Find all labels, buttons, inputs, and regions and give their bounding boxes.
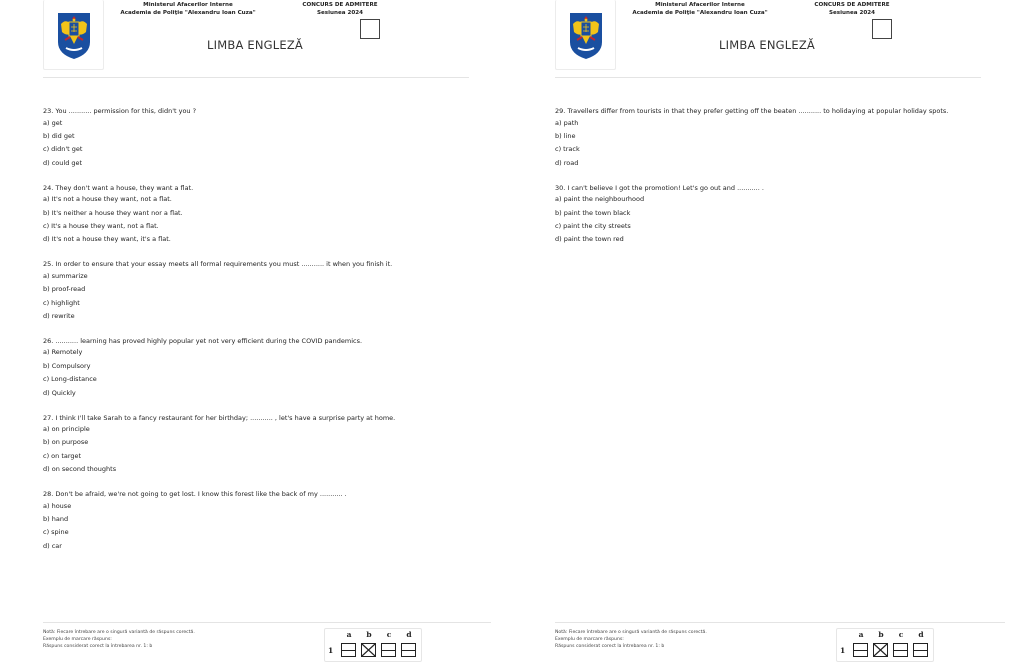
- option-a: a) Remotely: [43, 348, 83, 357]
- example-letter-a: a: [858, 630, 864, 639]
- academy-name: Academia de Poliţie "Alexandru Ioan Cuza": [632, 10, 768, 16]
- option-c: c) It's a house they want, not a flat.: [43, 221, 159, 230]
- answer-box-d-icon: [913, 643, 928, 657]
- coat-of-arms-icon: [568, 10, 604, 60]
- option-d: d) Quickly: [43, 388, 76, 397]
- logo-frame: [555, 0, 616, 70]
- header-divider: [555, 77, 981, 78]
- footer-divider: [43, 622, 491, 623]
- question-29: [555, 107, 985, 170]
- exam-name: CONCURS DE ADMITERE: [814, 2, 890, 8]
- answer-marking-example: [324, 628, 422, 662]
- example-letters: [851, 630, 931, 639]
- option-b: b) proof-read: [43, 285, 86, 294]
- option-b: b) It's neither a house they want nor a flat.: [43, 208, 183, 217]
- option-d: d) on second thoughts: [43, 465, 117, 474]
- example-answer-boxes: [341, 643, 416, 657]
- exam-header: [295, 1, 385, 17]
- option-c: c) highlight: [43, 298, 80, 307]
- example-question-number: 1: [328, 646, 334, 655]
- example-question-number: 1: [840, 646, 846, 655]
- example-answer-boxes: [853, 643, 928, 657]
- answer-box-c-icon: [381, 643, 396, 657]
- exam-page-right: [512, 0, 1024, 663]
- answer-box-d-icon: [401, 643, 416, 657]
- question-24: [43, 184, 473, 247]
- question-text: 29. Travellers differ from tourists in that they prefer getting off the beaten ........... to holidaying at popular holiday spots.: [555, 107, 949, 115]
- question-text: 30. I can't believe I got the promotion! Let's go out and ........... .: [555, 183, 764, 192]
- note-line: Exemplu de marcare răspuns:: [555, 636, 624, 642]
- ministry-name: Ministerul Afacerilor Interne: [655, 2, 745, 8]
- exam-name: CONCURS DE ADMITERE: [302, 2, 378, 8]
- option-b: b) on purpose: [43, 438, 89, 447]
- question-text: 26. ........... learning has proved highly popular yet not very efficient during the COVID pandemics.: [43, 336, 363, 345]
- candidate-code-box: [360, 19, 380, 39]
- answer-box-b-marked-icon: [361, 643, 376, 657]
- option-b: b) paint the town black: [555, 208, 631, 217]
- exam-header: [807, 1, 897, 17]
- answer-box-a-icon: [341, 643, 356, 657]
- option-a: a) on principle: [43, 425, 90, 433]
- answer-box-a-icon: [853, 643, 868, 657]
- footer-note: [555, 630, 707, 650]
- option-a: a) paint the neighbourhood: [555, 195, 645, 204]
- example-letter-d: d: [918, 630, 924, 639]
- option-a: a) get: [43, 118, 63, 127]
- ministry-name: Ministerul Afacerilor Interne: [143, 2, 233, 8]
- option-c: c) Long-distance: [43, 375, 97, 384]
- question-text: 24. They don't want a house, they want a flat.: [43, 183, 194, 192]
- option-a: a) summarize: [43, 271, 88, 280]
- option-b: b) did get: [43, 131, 75, 140]
- option-d: d) car: [43, 541, 62, 550]
- subject-title: LIMBA ENGLEZĂ: [207, 38, 303, 52]
- header-divider: [43, 77, 469, 78]
- ministry-header: [630, 1, 770, 17]
- example-letter-b: b: [878, 630, 884, 639]
- question-25: [43, 260, 473, 323]
- note-line: Exemplu de marcare răspuns:: [43, 636, 112, 642]
- answer-box-c-icon: [893, 643, 908, 657]
- question-26: [43, 337, 473, 400]
- note-line: Răspuns considerat corect la întrebarea nr. 1: b: [555, 643, 665, 649]
- footer-note: [43, 630, 195, 650]
- option-b: b) Compulsory: [43, 361, 91, 370]
- question-23: [43, 107, 473, 170]
- exam-session: Sesiunea 2024: [828, 10, 876, 16]
- question-text: 25. In order to ensure that your essay meets all formal requirements you must ........... it when you finish it.: [43, 260, 393, 269]
- option-b: b) line: [555, 131, 576, 140]
- example-letters: [339, 630, 419, 639]
- option-c: c) didn't get: [43, 145, 83, 154]
- subject-title: LIMBA ENGLEZĂ: [719, 38, 815, 52]
- note-line: Notă: Fiecare întrebare are o singură variantă de răspuns corectă.: [555, 630, 707, 635]
- option-c: c) spine: [43, 528, 69, 537]
- question-30: [555, 184, 985, 247]
- question-text: 28. Don't be afraid, we're not going to get lost. I know this forest like the back of my ........... .: [43, 490, 347, 499]
- answer-box-b-marked-icon: [873, 643, 888, 657]
- example-letter-c: c: [898, 630, 904, 639]
- option-d: d) It's not a house they want, it's a flat.: [43, 235, 171, 244]
- question-28: [43, 490, 473, 553]
- option-a: a) It's not a house they want, not a flat.: [43, 195, 172, 204]
- note-line: Răspuns considerat corect la întrebarea nr. 1: b: [43, 643, 153, 649]
- option-a: a) house: [43, 501, 72, 510]
- academy-name: Academia de Poliţie "Alexandru Ioan Cuza": [120, 10, 256, 16]
- option-a: a) path: [555, 118, 579, 127]
- question-text: 27. I think I'll take Sarah to a fancy restaurant for her birthday; ........... , let's have a surprise party at home.: [43, 413, 396, 422]
- question-list: [43, 107, 473, 567]
- option-d: d) rewrite: [43, 311, 75, 320]
- note-line: Notă: Fiecare întrebare are o singură variantă de răspuns corectă.: [43, 630, 195, 635]
- option-d: d) could get: [43, 158, 83, 167]
- question-27: [43, 414, 473, 477]
- example-letter-b: b: [366, 630, 372, 639]
- option-c: c) paint the city streets: [555, 221, 631, 230]
- answer-marking-example: [836, 628, 934, 662]
- candidate-code-box: [872, 19, 892, 39]
- option-c: c) on target: [43, 451, 82, 460]
- option-c: c) track: [555, 145, 580, 154]
- example-letter-c: c: [386, 630, 392, 639]
- option-d: d) road: [555, 158, 579, 167]
- coat-of-arms-icon: [56, 10, 92, 60]
- option-b: b) hand: [43, 515, 69, 524]
- option-d: d) paint the town red: [555, 235, 624, 244]
- example-letter-a: a: [346, 630, 352, 639]
- question-list: [555, 107, 985, 260]
- exam-session: Sesiunea 2024: [316, 10, 364, 16]
- ministry-header: [118, 1, 258, 17]
- logo-frame: [43, 0, 104, 70]
- footer-divider: [555, 622, 1005, 623]
- question-text: 23. You ........... permission for this, didn't you ?: [43, 107, 197, 115]
- example-letter-d: d: [406, 630, 412, 639]
